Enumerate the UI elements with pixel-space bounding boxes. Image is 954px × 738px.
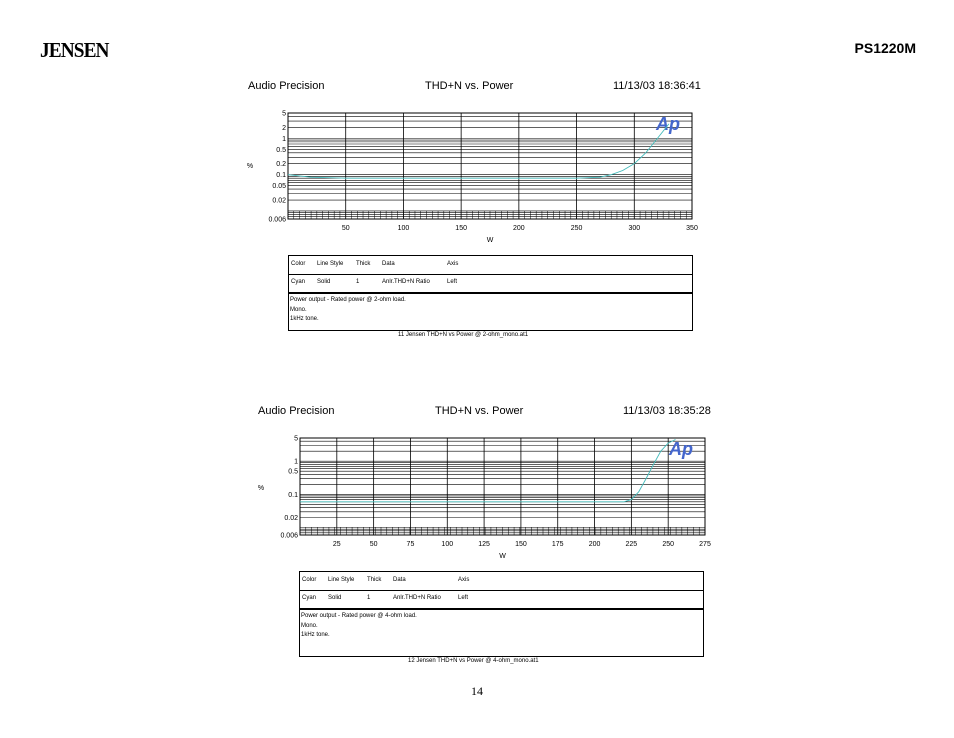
legend-header-thick: Thick [356, 261, 371, 267]
x-tick-label: 50 [341, 225, 350, 232]
y-tick-label: 0.5 [288, 468, 298, 476]
legend-note-line: Mono. [301, 622, 318, 629]
legend-value-data: Anlr.THD+N Ratio [393, 595, 441, 601]
x-tick-label: 150 [455, 225, 467, 232]
y-tick-label: 2 [282, 124, 286, 132]
legend-header-color: Color [302, 577, 317, 583]
x-tick-label: 175 [551, 541, 564, 548]
legend-note-line: Power output - Rated power @ 2-ohm load. [290, 297, 406, 303]
x-tick-label: 25 [332, 541, 341, 548]
x-tick-label: 125 [478, 541, 490, 548]
x-tick-label: 200 [588, 541, 601, 548]
legend-header-linestyle: Line Style [328, 577, 355, 583]
y-tick-label: 0.02 [272, 197, 286, 205]
y-tick-label: 5 [294, 435, 298, 443]
chart-2-header-left: Audio Precision [258, 405, 335, 417]
legend-value-thick: 1 [367, 595, 371, 601]
legend-value-axis: Left [458, 595, 469, 601]
legend-value-row [300, 590, 703, 610]
x-tick-label: 200 [513, 225, 525, 232]
chart-2-header-right: 11/13/03 18:35:28 [623, 405, 711, 417]
ap-logo: Ap [656, 114, 680, 134]
legend-header-axis: Axis [447, 261, 459, 267]
legend-value-axis: Left [447, 279, 458, 285]
x-tick-label: 100 [441, 541, 454, 548]
y-tick-label: 0.006 [268, 216, 286, 224]
legend-value-linestyle: Solid [317, 279, 331, 285]
y-tick-label: 5 [282, 110, 286, 118]
chart-1-filename: 11 Jensen THD+N vs Power @ 2-ohm_mono.at1 [398, 332, 529, 338]
legend-header-data: Data [382, 261, 395, 267]
legend-note-line: Power output - Rated power @ 4-ohm load. [301, 613, 417, 619]
y-tick-label: 0.006 [280, 532, 298, 540]
legend-header-axis: Axis [458, 577, 470, 583]
y-tick-label: 1 [282, 135, 286, 143]
x-tick-label: 225 [625, 541, 638, 548]
x-tick-label: 100 [397, 225, 410, 232]
y-axis-label: % [246, 163, 254, 170]
legend-header-data: Data [393, 577, 406, 583]
ap-logo: Ap [669, 439, 693, 459]
y-tick-label: 0.5 [276, 146, 286, 154]
legend-value-data: Anlr.THD+N Ratio [382, 279, 430, 285]
legend-note-line: 1kHz tone. [290, 316, 319, 322]
y-axis-label: % [257, 485, 265, 492]
x-axis-label: W [486, 237, 494, 244]
x-tick-label: 300 [628, 225, 641, 232]
legend-note-line: Mono. [290, 306, 307, 313]
brand-logo: JENSEN [40, 38, 109, 62]
page-number: 14 [471, 684, 483, 698]
x-tick-label: 150 [515, 541, 527, 548]
legend-notes [301, 612, 417, 641]
legend-header-linestyle: Line Style [317, 261, 344, 267]
x-tick-label: 75 [406, 541, 415, 548]
chart-1-header-right: 11/13/03 18:36:41 [613, 80, 701, 92]
y-tick-label: 0.02 [284, 515, 298, 523]
legend-value-color: Cyan [302, 595, 317, 601]
y-tick-label: 0.05 [272, 183, 286, 191]
x-tick-label: 350 [686, 225, 698, 232]
chart-2-legend [299, 571, 704, 657]
y-tick-label: 1 [294, 458, 298, 466]
x-tick-label: 50 [369, 541, 378, 548]
chart-2-header-center: THD+N vs. Power [435, 405, 524, 417]
legend-header-color: Color [291, 261, 306, 267]
model-number: PS1220M [854, 40, 916, 56]
x-axis-label: W [499, 553, 506, 560]
x-tick-label: 275 [699, 541, 711, 548]
x-tick-label: 250 [662, 541, 675, 548]
legend-header-row [300, 572, 703, 591]
legend-value-linestyle: Solid [328, 595, 342, 601]
y-tick-label: 0.2 [276, 161, 286, 169]
chart-1-header-left: Audio Precision [248, 80, 325, 92]
legend-header-thick: Thick [367, 577, 382, 583]
chart-1-header-center: THD+N vs. Power [425, 80, 514, 92]
x-tick-label: 250 [570, 225, 583, 232]
legend-value-color: Cyan [291, 279, 306, 285]
series-line-thdn [300, 440, 676, 502]
y-tick-label: 0.1 [288, 491, 298, 499]
chart-2-filename: 12 Jensen THD+N vs Power @ 4-ohm_mono.at1 [408, 658, 539, 664]
y-tick-label: 0.1 [276, 172, 286, 180]
plot-frame [300, 438, 705, 535]
legend-value-thick: 1 [356, 279, 360, 285]
legend-note-line: 1kHz tone. [301, 632, 330, 638]
